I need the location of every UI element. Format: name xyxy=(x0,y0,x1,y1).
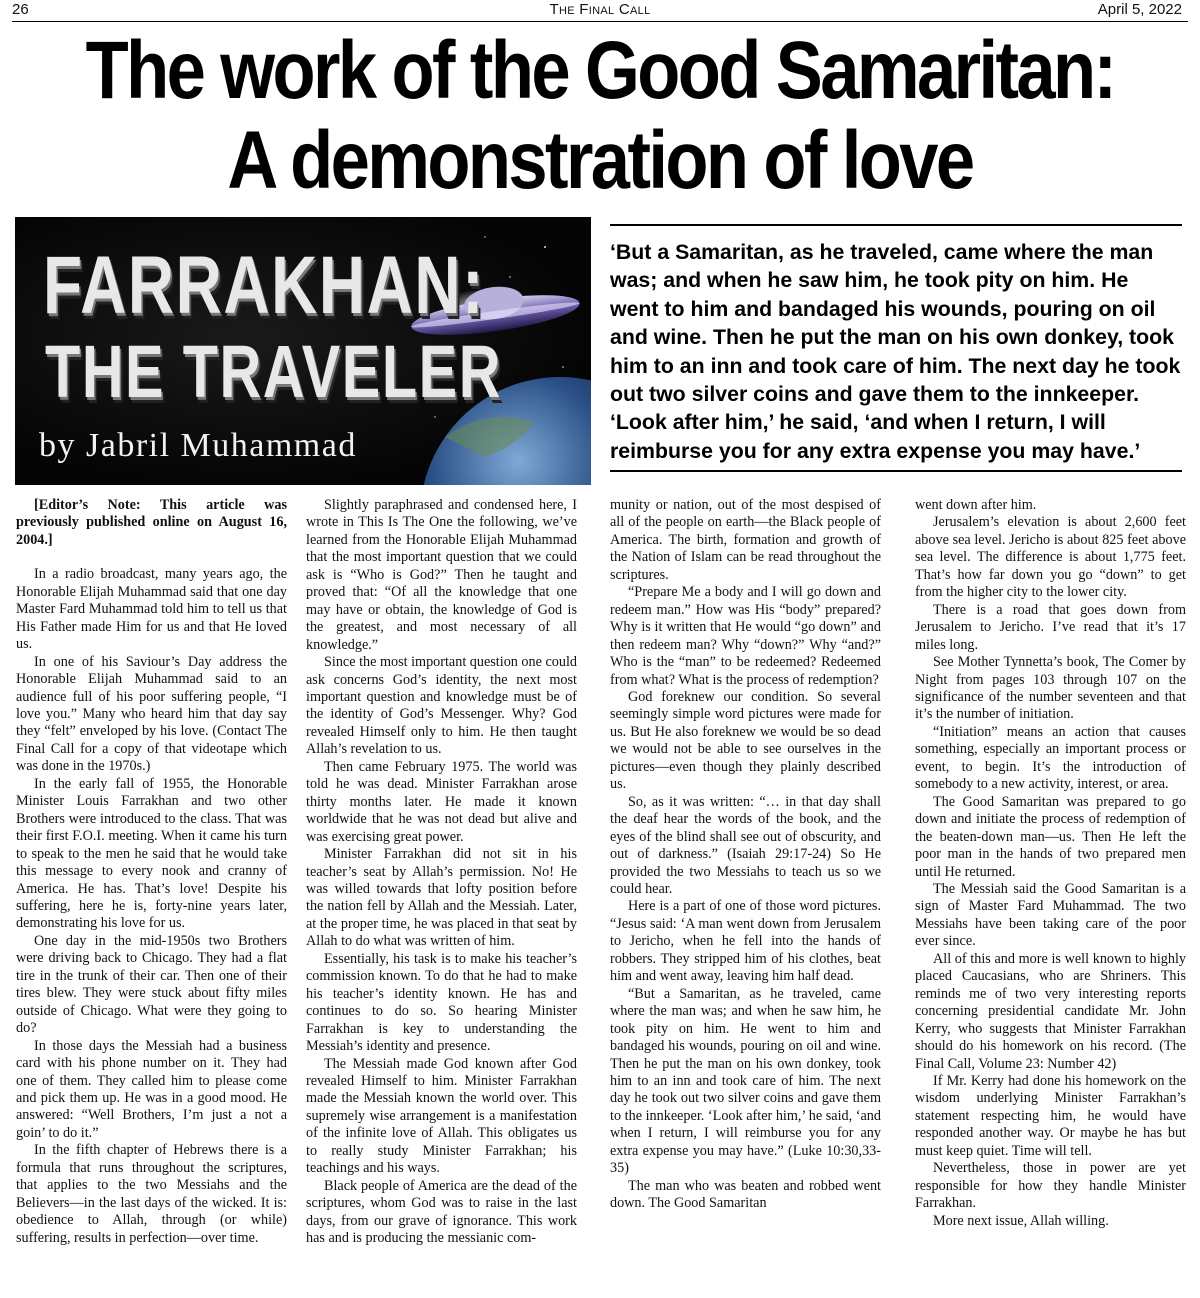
paragraph: “Prepare Me a body and I will go down and redeem man.” How was His “body” prepared? Why is it written that He would “go down” and then redeem man? Why “down?” Why “and?” Who is the “man” to be redeemed? Redeemed from what? What is the process of redemption? xyxy=(610,584,881,688)
banner-title-line-2: THE TRAVELER xyxy=(45,330,502,413)
page-header xyxy=(12,0,1188,22)
paragraph: All of this and more is well known to highly placed Caucasians, who are Shriners. This reminds me of two very interesting reports concerning presidential candidate Mr. John Kerry, who suggests that Minister Farrakhan should do his homework on his record. (The Final Call, Volume 23: Number 42) xyxy=(915,950,1186,1072)
column-banner-image xyxy=(15,217,591,485)
paragraph: The Good Samaritan was prepared to go down and initiate the process of redemption of the beaten-down man—us. Then He left the poor man in the hands of two prepared men until He returned. xyxy=(915,793,1186,880)
article-column-2 xyxy=(306,497,577,1247)
paragraph: “Initiation” means an action that causes something, especially an important process or event, to begin. It’s the introduction of somebody to a new activity, interest, or area. xyxy=(915,723,1186,793)
headline-line-1: The work of the Good Samaritan: xyxy=(85,25,1115,116)
paragraph: In one of his Saviour’s Day address the Honorable Elijah Muhammad said to an audience full of his poor suffering people, “I love you.” Many who heard him that day say they “felt” enveloped by his love. (Contact The Final Call for a copy of that videotape which was done in the 1970s.) xyxy=(16,653,287,775)
paragraph: In a radio broadcast, many years ago, the Honorable Elijah Muhammad said that one day Master Fard Muhammad told him to tell us that His Father made Him for us and that He loved us. xyxy=(16,566,287,653)
page-number: 26 xyxy=(12,1,29,18)
banner-byline: by Jabril Muhammad xyxy=(39,427,357,464)
banner-title-line-1: FARRAKHAN: xyxy=(43,240,485,331)
paragraph: The Messiah made God known after God revealed Himself to him. Minister Farrakhan made the Messiah known the world over. This supremely wise arrangement is a manifestation of the infinite love of Allah. This obligates us to really study Minister Farrakhan; his teachings and his ways. xyxy=(306,1055,577,1177)
paragraph: “But a Samaritan, as he traveled, came where the man was; and when he saw him, he took pity on him. He went to him and bandaged his wounds, pouring on oil and wine. Then he put the man on his own donkey, took him to an inn and took care of him. The next day he took out two silver coins and gave them to the innkeeper. ‘Look after him,’ he said, ‘and when I return, I will reimburse you for any extra expense you may have.” (Luke 10:30,33-35) xyxy=(610,985,881,1177)
paragraph: Here is a part of one of those word pictures. “Jesus said: ‘A man went down from Jerusalem to Jericho, when he fell into the hands of robbers. They stripped him of his clothes, beat him and went away, leaving him half dead. xyxy=(610,898,881,985)
publication-name: The Final Call xyxy=(549,1,651,18)
paragraph: In the early fall of 1955, the Honorable Minister Louis Farrakhan and two other Brothers were introduced to the class. That was their first F.O.I. meeting. When it came his turn to speak to the men he said that he would take this message to every nook and cranny of America. He has. That’s love! Despite his suffering, here he is, forty-nine years later, demonstrating his love for us. xyxy=(16,775,287,932)
paragraph: Jerusalem’s elevation is about 2,600 feet above sea level. Jericho is about 825 feet above sea level. The difference is about 1,775 feet. That’s how far down you go “down” to get from the higher city to the lower city. xyxy=(915,514,1186,601)
paragraph: The Messiah said the Good Samaritan is a sign of Master Fard Muhammad. The two Messiahs have been taking care of the poor ever since. xyxy=(915,880,1186,950)
paragraph: So, as it was written: “… in that day shall the deaf hear the words of the book, and the eyes of the blind shall see out of obscurity, and out of darkness.” (Isaiah 29:17-24) So He provided the two Messiahs to teach us so we could hear. xyxy=(610,793,881,897)
issue-date: April 5, 2022 xyxy=(1097,1,1182,18)
paragraph: Then came February 1975. The world was told he was dead. Minister Farrakhan arose thirty months later. He made it known worldwide that he was not dead but alive and was exercising great power. xyxy=(306,758,577,845)
paragraph: Slightly paraphrased and condensed here, I wrote in This Is The One the following, we’ve learned from the Honorable Elijah Muhammad that the most important question that we could ask is “Who is God?” Then he taught and proved that: “Of all the knowledge that one may have or obtain, the knowledge of God is the greatest, and most necessary of all knowledge.” xyxy=(306,497,577,653)
article-column-3 xyxy=(610,497,881,1213)
paragraph: Since the most important question one could ask concerns God’s identity, the next most important question and knowledge must be of the identity of God’s Messenger. Why? God revealed Himself only to him. He then taught Allah’s revelation to us. xyxy=(306,654,577,758)
article-column-4 xyxy=(915,497,1186,1230)
paragraph: The man who was beaten and robbed went down. The Good Samaritan xyxy=(610,1177,881,1212)
paragraph: If Mr. Kerry had done his homework on the wisdom underlying Minister Farrakhan’s statement respecting him, he would have responded another way. Or maybe he has but must keep quiet. Time will tell. xyxy=(915,1072,1186,1159)
paragraph: There is a road that goes down from Jerusalem to Jericho. I’ve read that it’s 17 miles long. xyxy=(915,601,1186,653)
paragraph: See Mother Tynnetta’s book, The Comer by Night from pages 103 through 107 on the significance of the number seventeen and that it’s the number of initiation. xyxy=(915,654,1186,723)
pull-quote-bottom-rule xyxy=(610,470,1182,472)
paragraph: More next issue, Allah willing. xyxy=(933,1212,1109,1229)
headline-line-2: A demonstration of love xyxy=(227,115,973,206)
article-headline xyxy=(84,26,1116,206)
paragraph: went down after him. xyxy=(915,497,1037,513)
paragraph: One day in the mid-1950s two Brothers were driving back to Chicago. They had a flat tire in the trunk of their car. Then one of their tires blew. They were stuck about fifty miles outside of Chicago. What were they going to do? xyxy=(16,932,287,1037)
paragraph: Black people of America are the dead of the scriptures, whom God was to raise in the last days, from our grave of ignorance. This work has and is producing the messianic com- xyxy=(306,1177,577,1247)
paragraph: Minister Farrakhan did not sit in his teacher’s seat by Allah’s permission. No! He was willed towards that lofty position before the nation fell by Allah and the Messiah. Later, at the proper time, he was placed in that seat by Allah to do what was written of him. xyxy=(306,846,577,950)
paragraph: In those days the Messiah had a business card with his phone number on it. They had one of them. They called him to please come and pick them up. He was in a good mood. He answered: “Well Brothers, I’m just a not a goin’ to do it.” xyxy=(16,1037,287,1141)
paragraph: Nevertheless, those in power are yet responsible for how they handle Minister Farrakhan. xyxy=(915,1160,1186,1212)
paragraph: In the fifth chapter of Hebrews there is a formula that runs throughout the scriptures, that applies to the two Messiahs and the Believers—in the last days of the wicked. It is: obedience to Allah, through (or while) suffering, results in perfection—over time. xyxy=(16,1142,287,1246)
paragraph: God foreknew our condition. So several seemingly simple word pictures were made for us. But He also foreknew we would be so dead we would not be able to see ourselves in the pictures—even though they plainly described us. xyxy=(610,688,881,793)
pull-quote-top-rule xyxy=(610,224,1182,226)
paragraph: munity or nation, out of the most despised of all of the people on earth—the Black people of America. The birth, formation and growth of the Nation of Islam can be read throughout the scriptures. xyxy=(610,497,881,583)
article-column-1 xyxy=(16,497,287,1247)
paragraph: Essentially, his task is to make his teacher’s commission known. To do that he had to make his teacher’s identity known. He has and continues to do so. So hearing Minister Farrakhan is key to understanding the Messiah’s identity and presence. xyxy=(306,950,577,1055)
pull-quote: ‘But a Samaritan, as he traveled, came where the man was; and when he saw him, he took pity on him. He went to him and bandaged his wounds, pouring on oil and wine. Then he put the man on his own donkey, took him to an inn and took care of him. The next day he took out two silver coins and gave them to the innkeeper. ‘Look after him,’ he said, ‘and when I return, I will reimburse you for any extra expense you may have.’ xyxy=(610,240,1181,463)
editor-note: [Editor’s Note: This article was previously published online on August 16, 2004.] xyxy=(16,497,287,548)
